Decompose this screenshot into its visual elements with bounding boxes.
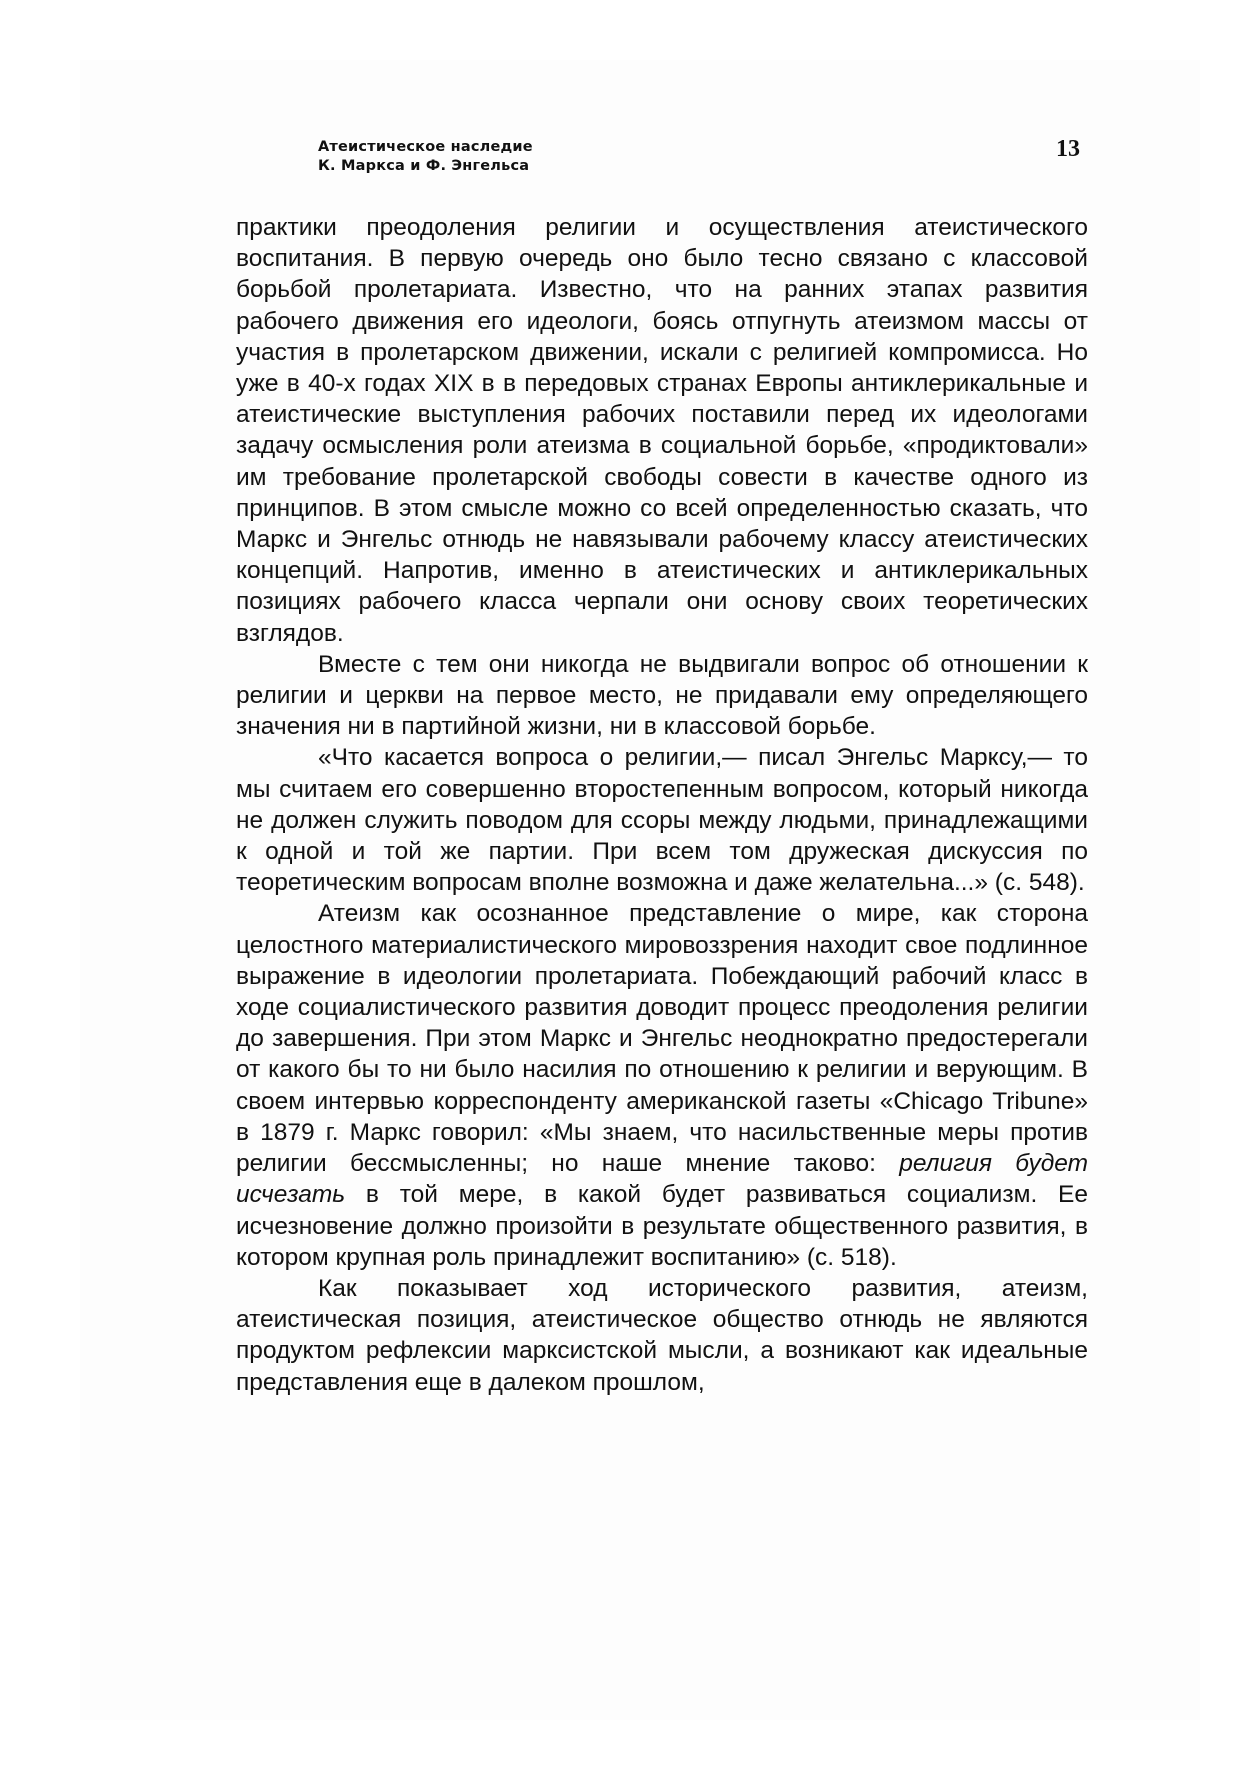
body-text <box>236 212 1088 1398</box>
paragraph-4-italic: религия будет исчезать <box>236 1150 1088 1209</box>
paragraph-4-part-1: Атеизм как осознанное представление о мире, как сторона целостного материалистического мировоззрения находит свое подлинное выражение в идеологии пролетариата. Побеждающий рабочий класс в ходе социалистического развития доводит процесс преодоления религии до завершения. При этом Маркс и Энгельс неоднократно предостерегали от какого бы то ни было насилия по отношению к религии и верующим. В своем интервью корреспонденту американской газеты «Chicago Tribune» в 1879 г. Маркс говорил: «Мы знаем, что насильственные меры против религии бессмысленны; но наше мнение таково: <box>236 900 1088 1178</box>
running-head-line-1: Атеистическое наследие <box>318 139 533 155</box>
page-number: 13 <box>1056 136 1080 162</box>
running-head <box>318 138 533 176</box>
paragraph-1: практики преодоления религии и осуществления атеистического воспитания. В первую очередь оно было тесно связано с классовой борьбой пролетариата. Известно, что на ранних этапах развития рабочего движения его идеологи, боясь отпугнуть атеизмом массы от участия в пролетарском движении, искали с религией компромисса. Но уже в 40-х годах XIX в в передовых странах Европы антиклерикальные и атеистические выступления рабочих поставили перед их идеологами задачу осмысления роли атеизма в социальной борьбе, «продиктовали» им требование пролетарской свободы совести в качестве одного из принципов. В этом смысле можно со всей определенностью сказать, что Маркс и Энгельс отнюдь не навязывали рабочему классу атеистических концепций. Напротив, именно в атеистических и антиклерикальных позициях рабочего класса черпали они основу своих теоретических взглядов. <box>236 214 1088 647</box>
paragraph-4 <box>236 898 1088 1272</box>
paragraph-5: Как показывает ход исторического развития, атеизм, атеистическая позиция, атеистическое общество отнюдь не являются продуктом рефлексии марксистской мысли, а возникают как идеальные представления еще в далеком прошлом, <box>236 1274 1088 1396</box>
paragraph-3-quote: «Что касается вопроса о религии,— писал Энгельс Марксу,— то мы считаем его совершенно второстепенным вопросом, который никогда не должен служить поводом для ссоры между людьми, принадлежащими к одной и той же партии. При всем том дружеская дискуссия по теоретическим вопросам вполне возможна и даже желательна...» (с. 548). <box>236 744 1088 897</box>
paragraph-2: Вместе с тем они никогда не выдвигали вопрос об отношении к религии и церкви на первое место, не придавали ему определяющего значения ни в партийной жизни, ни в классовой борьбе. <box>236 650 1088 741</box>
paragraph-4-part-2: в той мере, в какой будет развиваться социализм. Ее исчезновение должно произойти в результате общественного развития, в котором крупная роль принадлежит воспитанию» (с. 518). <box>236 1181 1088 1271</box>
running-head-line-2: К. Маркса и Ф. Энгельса <box>318 158 530 174</box>
